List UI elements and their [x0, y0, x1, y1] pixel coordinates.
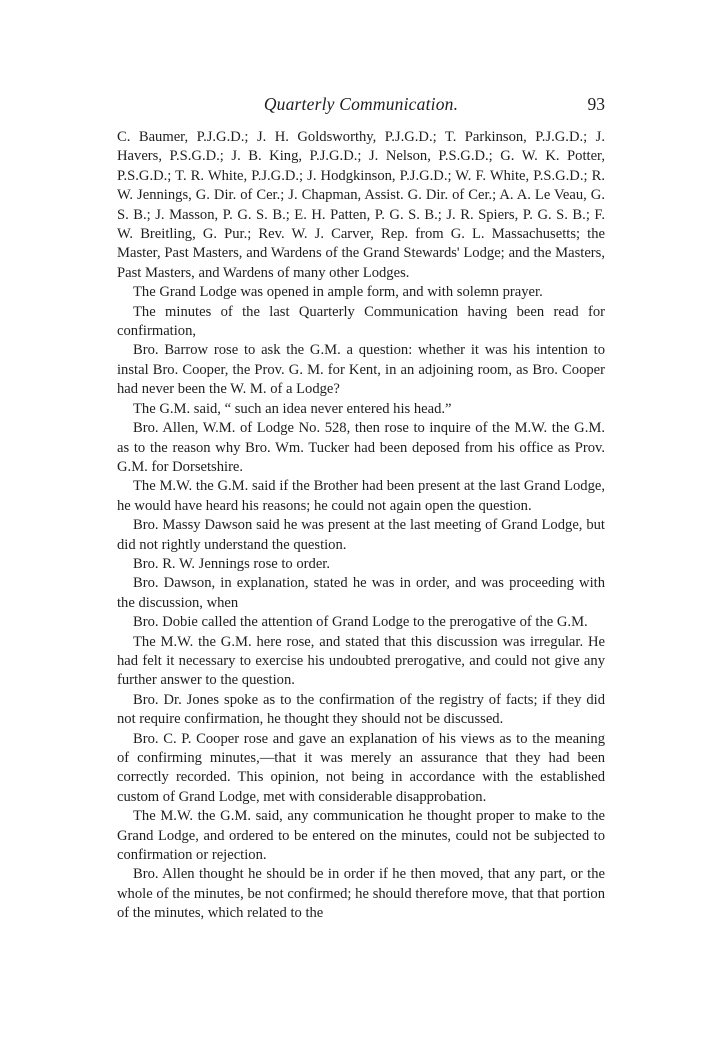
paragraph: The M.W. the G.M. said, any communication he thought proper to make to the Grand Lodge, and ordered to be entered on the minutes, could not be subjected to confirmation or rejection. — [117, 808, 605, 864]
paragraph: Bro. Dobie called the attention of Grand Lodge to the prerogative of the G.M. — [133, 614, 588, 631]
paragraph: Bro. Allen thought he should be in order if he then moved, that any part, or the whole of the minutes, be not confirmed; he should therefore move, that that portion of the minutes, which related to the — [117, 866, 605, 922]
paragraph: Bro. Dawson, in explanation, stated he was in order, and was proceeding with the discussion, when — [117, 575, 605, 611]
page-number: 93 — [587, 94, 605, 114]
paragraph: The M.W. the G.M. said if the Brother had been present at the last Grand Lodge, he would have heard his reasons; he could not again open the question. — [117, 478, 605, 514]
paragraph: Bro. R. W. Jennings rose to order. — [133, 555, 331, 572]
paragraph: The M.W. the G.M. here rose, and stated that this discussion was irregular. He had felt it necessary to exercise his undoubted prerogative, and could not give any further answer to the question. — [117, 633, 605, 689]
paragraph: Bro. Allen, W.M. of Lodge No. 528, then rose to inquire of the M.W. the G.M. as to the reason why Bro. Wm. Tucker had been deposed from his office as Prov. G.M. for Dorsetshire. — [117, 420, 605, 475]
body-text — [117, 128, 605, 924]
paragraph: The Grand Lodge was opened in ample form, and with solemn prayer. — [133, 284, 543, 301]
paragraph-attendees: C. Baumer, P.J.G.D.; J. H. Goldsworthy, P.J.G.D.; T. Parkinson, P.J.G.D.; J. Havers, P.S.G.D.; J. B. King, P.J.G.D.; J. Nelson, P.S.G.D.; G. W. K. Potter, P.S.G.D.; T. R. White, P.J.G.D.; J. Hodgkinson, P.J.G.D.; W. F. White, P.S.G.D.; R. W. Jennings, G. Dir. of Cer.; J. Chapman, Assist. G. Dir. of Cer.; A. A. Le Veau, G. S. B.; J. Masson, P. G. S. B.; E. H. Patten, P. G. S. B.; J. R. Spiers, P. G. S. B.; F. W. Breitling, G. Pur.; Rev. W. J. Carver, Rep. from G. L. Massachusetts; the Master, Past Masters, and Wardens of the Grand Stewards' Lodge; and the Masters, Past Masters, and Wardens of many other Lodges. — [117, 129, 605, 281]
page-header — [117, 94, 605, 120]
paragraph: The minutes of the last Quarterly Communication having been read for confirmation, — [117, 303, 605, 340]
paragraph: The G.M. said, “ such an idea never entered his head.” — [133, 400, 452, 417]
paragraph: Bro. Dr. Jones spoke as to the confirmation of the registry of facts; if they did not require confirmation, he thought they should not be discussed. — [117, 691, 605, 728]
paragraph: Bro. Barrow rose to ask the G.M. a question: whether it was his intention to instal Bro. Cooper, the Prov. G. M. for Kent, in an adjoining room, as Bro. Cooper had never been the W. M. of a Lodge? — [117, 342, 605, 398]
running-title: Quarterly Communication. — [263, 94, 459, 114]
paragraph: Bro. C. P. Cooper rose and gave an explanation of his views as to the meaning of confirming minutes,—that it was merely an assurance that they had been correctly recorded. This opinion, not being in accordance with the established custom of Grand Lodge, met with considerable disapprobation. — [117, 730, 605, 805]
paragraph: Bro. Massy Dawson said he was present at the last meeting of Grand Lodge, but did not rightly understand the question. — [117, 517, 605, 553]
